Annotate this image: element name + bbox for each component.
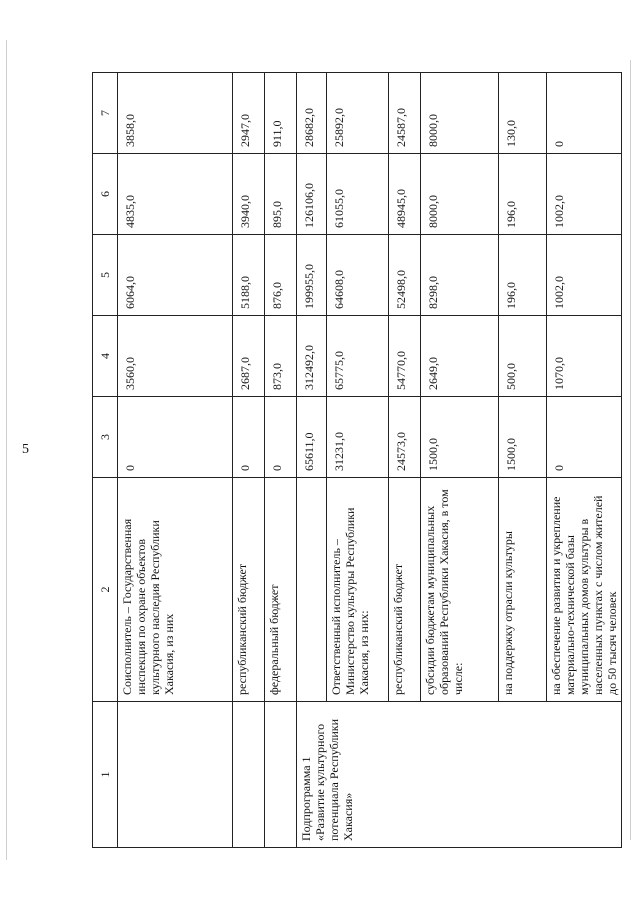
table-cell: 5188,0: [233, 235, 265, 316]
table-cell: 196,0: [499, 154, 547, 235]
table-cell: 130,0: [499, 73, 547, 154]
table-cell: 196,0: [499, 235, 547, 316]
table-cell: 65611,0: [297, 397, 327, 478]
table-cell: 2687,0: [233, 316, 265, 397]
table-cell: республиканский бюджет: [389, 478, 421, 702]
column-header: 7: [93, 73, 118, 154]
table-cell: 8000,0: [421, 73, 499, 154]
table-cell: 2947,0: [233, 73, 265, 154]
table-row: [265, 73, 297, 848]
table-cell: 65775,0: [327, 316, 389, 397]
table-cell: 24573,0: [389, 397, 421, 478]
table-cell: на поддержку отрасли культуры: [499, 478, 547, 702]
table-cell: 61055,0: [327, 154, 389, 235]
table-cell: Соисполнитель – Государственная инспекция по охране объектов культурного наследия Республики Хакасия, из них: [118, 478, 233, 702]
table-cell: 0: [233, 397, 265, 478]
table-cell: 0: [265, 397, 297, 478]
table-cell: 312492,0: [297, 316, 327, 397]
table-cell: 3940,0: [233, 154, 265, 235]
table-cell: 31231,0: [327, 397, 389, 478]
table-cell: 24587,0: [389, 73, 421, 154]
table-cell: на обеспечение развития и укрепление материально-технической базы муниципальных домов культуры в населенных пунктах с числом жителей до 50 тысяч человек: [547, 478, 622, 702]
table-cell: 4835,0: [118, 154, 233, 235]
table-cell: 3560,0: [118, 316, 233, 397]
table-cell: 64608,0: [327, 235, 389, 316]
table-header-row: [93, 73, 118, 848]
table-cell: 1002,0: [547, 154, 622, 235]
table-cell: 1500,0: [421, 397, 499, 478]
table-container: [92, 72, 619, 848]
table-cell-subprogram: Подпрограмма 1 «Развитие культурного потенциала Республики Хакасия»: [297, 702, 622, 848]
table-cell: Ответственный исполнитель – Министерство культуры Республики Хакасия, из них:: [327, 478, 389, 702]
column-header: 1: [93, 702, 118, 848]
table-cell: 28682,0: [297, 73, 327, 154]
table-cell: 873,0: [265, 316, 297, 397]
column-header: 4: [93, 316, 118, 397]
table-cell: 6064,0: [118, 235, 233, 316]
table-cell: республиканский бюджет: [233, 478, 265, 702]
scan-edge-left: [6, 40, 7, 860]
table-cell: 199955,0: [297, 235, 327, 316]
table-cell: 8298,0: [421, 235, 499, 316]
table-cell: 911,0: [265, 73, 297, 154]
table-cell: [118, 702, 233, 848]
table-cell: 1070,0: [547, 316, 622, 397]
table-cell: субсидии бюджетам муниципальных образований Республики Хакасия, в том числе:: [421, 478, 499, 702]
table-cell: 0: [547, 73, 622, 154]
column-header: 3: [93, 397, 118, 478]
table-cell: 0: [118, 397, 233, 478]
table-cell: 8000,0: [421, 154, 499, 235]
table-cell: [297, 478, 327, 702]
table-cell: федеральный бюджет: [265, 478, 297, 702]
table-row: [118, 73, 233, 848]
table-cell: 500,0: [499, 316, 547, 397]
table-cell: 54770,0: [389, 316, 421, 397]
table-row: [233, 73, 265, 848]
table-cell: 895,0: [265, 154, 297, 235]
table-cell: 1500,0: [499, 397, 547, 478]
table-cell: 1002,0: [547, 235, 622, 316]
table-row: [297, 73, 327, 848]
table-cell: [265, 702, 297, 848]
column-header: 6: [93, 154, 118, 235]
table-cell: 2649,0: [421, 316, 499, 397]
table-cell: 126106,0: [297, 154, 327, 235]
table-cell: 3858,0: [118, 73, 233, 154]
column-header: 5: [93, 235, 118, 316]
table-cell: 52498,0: [389, 235, 421, 316]
table-cell: 48945,0: [389, 154, 421, 235]
scan-edge-right: [630, 60, 631, 840]
table-cell: 0: [547, 397, 622, 478]
page-number: 5: [22, 442, 29, 457]
column-header: 2: [93, 478, 118, 702]
budget-table: [92, 72, 622, 848]
table-cell: 25892,0: [327, 73, 389, 154]
table-cell: [233, 702, 265, 848]
table-cell: 876,0: [265, 235, 297, 316]
